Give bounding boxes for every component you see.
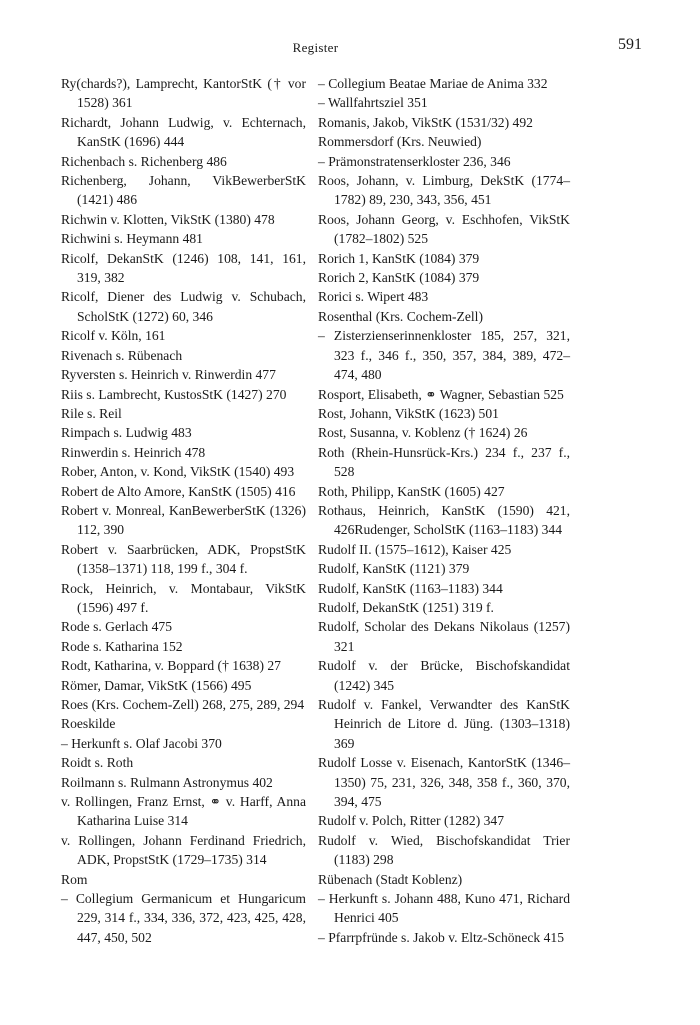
index-entry: Ryversten s. Heinrich v. Rinwerdin 477 (61, 367, 276, 383)
index-entry: Rorich 2, KanStK (1084) 379 (318, 270, 480, 286)
index-entry: Rudolf, KanStK (1163–1183) 344 (318, 580, 503, 596)
index-entry: Rode s. Gerlach 475 (61, 619, 172, 635)
running-head: Register (292, 40, 339, 55)
index-entry: Robert de Alto Amore, KanStK (1505) 416 (61, 483, 296, 499)
index-entry: – Zisterzienserinnenkloster 185, 257, 321, 323 f., 346 f., 350, 357, 384, 389, 472–474, 480 (318, 328, 570, 383)
index-entry: Roilmann s. Rulmann Astronymus 402 (61, 774, 273, 790)
index-entry: Rost, Susanna, v. Koblenz († 1624) 26 (318, 425, 528, 441)
index-entry: Rost, Johann, VikStK (1623) 501 (318, 405, 499, 421)
index-entry: Rom (61, 871, 88, 887)
index-entry: Roth (Rhein-Hunsrück-Krs.) 234 f., 237 f., 528 (318, 444, 570, 480)
index-entry: Rothaus, Heinrich, KanStK (1590) 421, 426Rudenger, ScholStK (1163–1183) 344 (318, 502, 570, 538)
index-entry: Roos, Johann Georg, v. Eschhofen, VikStK (1782–1802) 525 (318, 211, 570, 247)
index-entry: Rode s. Katharina 152 (61, 638, 183, 654)
index-entry: v. Rollingen, Johann Ferdinand Friedrich, ADK, PropstStK (1729–1735) 314 (61, 832, 306, 868)
index-entry: Rosenthal (Krs. Cochem-Zell) (318, 308, 483, 324)
page-header (61, 36, 642, 58)
index-entry: Rudolf Losse v. Eisenach, KantorStK (1346–1350) 75, 231, 326, 348, 358 f., 360, 370, 394, 475 (318, 755, 570, 810)
index-entry: Rudolf, KanStK (1121) 379 (318, 561, 470, 577)
index-entry: Rile s. Reil (61, 405, 122, 421)
index-entry: Romanis, Jakob, VikStK (1531/32) 492 (318, 114, 533, 130)
index-entry: – Wallfahrtsziel 351 (318, 95, 428, 111)
index-entry: Rübenach (Stadt Koblenz) (318, 871, 463, 887)
index-entry: Richwini s. Heymann 481 (61, 231, 203, 247)
index-entry: Rudolf, DekanStK (1251) 319 f. (318, 599, 494, 615)
index-entry: Rosport, Elisabeth, ⚭ Wagner, Sebastian 525 (318, 386, 564, 402)
index-entry: Ricolf v. Köln, 161 (61, 328, 166, 344)
index-entry: Roes (Krs. Cochem-Zell) 268, 275, 289, 294 (61, 697, 305, 712)
index-entry: Robert v. Monreal, KanBewerberStK (1326) 112, 390 (61, 502, 306, 538)
index-entry: Rodt, Katharina, v. Boppard († 1638) 27 (61, 658, 281, 674)
index-entry: Rudolf v. der Brücke, Bischofskandidat (1242) 345 (318, 658, 570, 693)
index-entry: Ry(chards?), Lamprecht, KantorStK († vor 1528) 361 (61, 76, 306, 111)
index-entry: Roidt s. Roth (61, 755, 134, 771)
index-entry: Rudolf v. Wied, Bischofskandidat Trier (1183) 298 (318, 832, 570, 868)
index-entry: Rudolf v. Polch, Ritter (1282) 347 (318, 813, 505, 829)
index-column-right (318, 74, 570, 947)
index-entry: Römer, Damar, VikStK (1566) 495 (61, 677, 252, 693)
index-entry: Rorici s. Wipert 483 (318, 289, 429, 305)
index-entry: Roeskilde (61, 716, 116, 732)
index-entry: Robert v. Saarbrücken, ADK, PropstStK (1358–1371) 118, 199 f., 304 f. (61, 541, 306, 577)
index-entry: Roos, Johann, v. Limburg, DekStK (1774–1782) 89, 230, 343, 356, 451 (318, 173, 570, 208)
index-entry: Rimpach s. Ludwig 483 (61, 425, 192, 441)
index-entry: Rober, Anton, v. Kond, VikStK (1540) 493 (61, 464, 295, 480)
index-entry: Rivenach s. Rübenach (61, 347, 183, 363)
index-entry: – Prämonstratenserkloster 236, 346 (318, 153, 511, 169)
index-entry: Rinwerdin s. Heinrich 478 (61, 444, 206, 460)
index-entry: Ricolf, DekanStK (1246) 108, 141, 161, 319, 382 (61, 250, 306, 286)
index-entry: Richwin v. Klotten, VikStK (1380) 478 (61, 211, 275, 227)
index-entry: – Pfarrpfründe s. Jakob v. Eltz-Schöneck 415 (318, 929, 565, 945)
index-entry: v. Rollingen, Franz Ernst, ⚭ v. Harff, Anna Katharina Luise 314 (61, 794, 306, 829)
index-entry: Richenberg, Johann, VikBewerberStK (1421) 486 (61, 173, 306, 208)
index-entry: Rorich 1, KanStK (1084) 379 (318, 250, 480, 266)
index-entry: Richardt, Johann Ludwig, v. Echternach, KanStK (1696) 444 (61, 114, 306, 150)
index-entry: Ricolf, Diener des Ludwig v. Schubach, ScholStK (1272) 60, 346 (61, 289, 306, 324)
index-entry: – Collegium Beatae Mariae de Anima 332 (318, 76, 548, 91)
index-entry: Rudolf II. (1575–1612), Kaiser 425 (318, 541, 512, 557)
index-entry: – Collegium Germanicum et Hungaricum 229, 314 f., 334, 336, 372, 423, 425, 428, 447, 450, 502 (61, 891, 306, 945)
page-number: 591 (618, 36, 642, 53)
index-entry: – Herkunft s. Johann 488, Kuno 471, Richard Henrici 405 (318, 891, 570, 926)
index-entry: Roth, Philipp, KanStK (1605) 427 (318, 483, 505, 499)
index-entry: – Herkunft s. Olaf Jacobi 370 (61, 735, 222, 751)
index-entry: Rock, Heinrich, v. Montabaur, VikStK (1596) 497 f. (61, 580, 306, 615)
index-entry: Richenbach s. Richenberg 486 (61, 153, 227, 169)
index-column-left (61, 74, 306, 947)
index-entry: Rudolf v. Fankel, Verwandter des KanStK Heinrich de Litore d. Jüng. (1303–1318) 369 (318, 697, 570, 751)
index-entry: Rommersdorf (Krs. Neuwied) (318, 134, 482, 150)
index-entry: Rudolf, Scholar des Dekans Nikolaus (1257) 321 (318, 619, 570, 654)
index-entry: Riis s. Lambrecht, KustosStK (1427) 270 (61, 386, 287, 402)
